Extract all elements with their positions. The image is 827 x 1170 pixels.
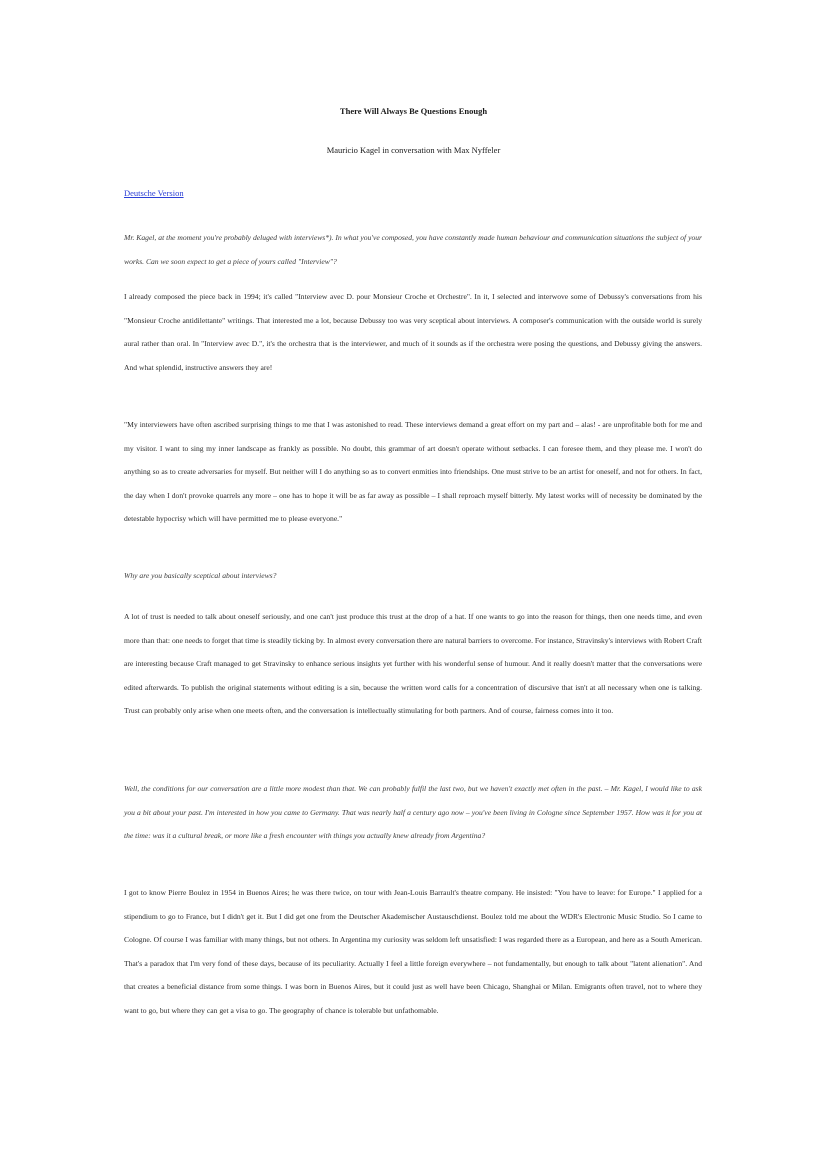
paragraph-answer-1: I already composed the piece back in 1994; it's called "Interview avec D. pour Monsieur Croche et Orchestre". In it, I selected and interwove some of Debussy's conversations from his "Monsieur Croche antidilettante" writings. That interested me a lot, because Debussy too was very sceptical about interviews. A composer's communication with the outside world is surely aural rather than oral. In "Interview avec D.", it's the orchestra that is the interviewer, and much of it sounds as if the orchestra were posing the questions, and Debussy giving the answers. And what splendid, instructive answers they are!: [124, 292, 702, 372]
paragraph-answer-2: "My interviewers have often ascribed surprising things to me that I was astonished to read. These interviews demand a great effort on my part and – alas! - are unprofitable both for me and my visitor. I want to sing my inner landscape as frankly as possible. No doubt, this grammar of art doesn't operate without setbacks. I can foresee them, and they please me. I won't do anything so as to create adversaries for myself. But neither will I do anything so as to convert enmities into friendships. One must strive to be an artist for oneself, and not for others. In fact, the day when I don't provoke quarrels any more – one has to hope it will be as far away as possible – I shall reproach myself bitterly. My latest works will of necessity be dominated by the detestable hypocrisy which will have permitted me to please everyone.": [124, 420, 702, 524]
paragraph-question-1: Mr. Kagel, at the moment you're probably deluged with interviews*). In what you've composed, you have constantly made human behaviour and communication situations the subject of your works. Can we soon expect to get a piece of yours called "Interview"?: [124, 233, 702, 266]
document-title: There Will Always Be Questions Enough: [339, 106, 488, 116]
paragraph-answer-3: A lot of trust is needed to talk about oneself seriously, and one can't just produce this trust at the drop of a hat. If one wants to go into the reason for things, then one needs time, and even more than that: one needs to forget that time is steadily ticking by. In almost every conversation there are natural barriers to overcome. For instance, Stravinsky's interviews with Robert Craft are interesting because Craft managed to get Stravinsky to enhance serious insights yet further with his wonderful sense of humour. And it really doesn't matter that the conversations were edited afterwards. To publish the original statements without editing is a sin, because the written word calls for a concentration of discursive that isn't at all necessary when one is talking. Trust can probably only arise when one meets often, and the conversation is intellectually stimulating for both partners. And of course, fairness comes into it too.: [124, 612, 702, 716]
paragraph-question-3: Well, the conditions for our conversation are a little more modest than that. We can probably fulfil the last two, but we haven't exactly met often in the past. – Mr. Kagel, I would like to ask you a bit about your past. I'm interested in how you came to Germany. That was nearly half a century ago now – you've been living in Cologne since September 1957. How was it for you at the time: was it a cultural break, or more like a fresh encounter with things you actually knew already from Argentina?: [124, 784, 702, 841]
document-subtitle: Mauricio Kagel in conversation with Max Nyffeler: [326, 145, 501, 155]
german-version-link[interactable]: Deutsche Version: [124, 188, 184, 198]
paragraph-answer-4: I got to know Pierre Boulez in 1954 in Buenos Aires; he was there twice, on tour with Jean-Louis Barrault's theatre company. He insisted: "You have to leave: for Europe." I applied for a stipendium to go to France, but I didn't get it. But I did get one from the Deutscher Akademischer Austauschdienst. Boulez told me about the WDR's Electronic Music Studio. So I came to Cologne. Of course I was familiar with many things, but not others. In Argentina my curiosity was seldom left unsatisfied: I was regarded there as a European, and here as a South American. That's a paradox that I'm very fond of these days, because of its peculiarity. Actually I feel a little foreign everywhere – not fundamentally, but enough to talk about "latent alienation". And that creates a beneficial distance from some things. I was born in Buenos Aires, but it could just as well have been Chicago, Shanghai or Milan. Emigrants often travel, not to where they want to go, but where they can get a visa to go. The geography of chance is tolerable but unfathomable.: [124, 888, 702, 1015]
paragraph-question-2: Why are you basically sceptical about interviews?: [124, 571, 277, 580]
